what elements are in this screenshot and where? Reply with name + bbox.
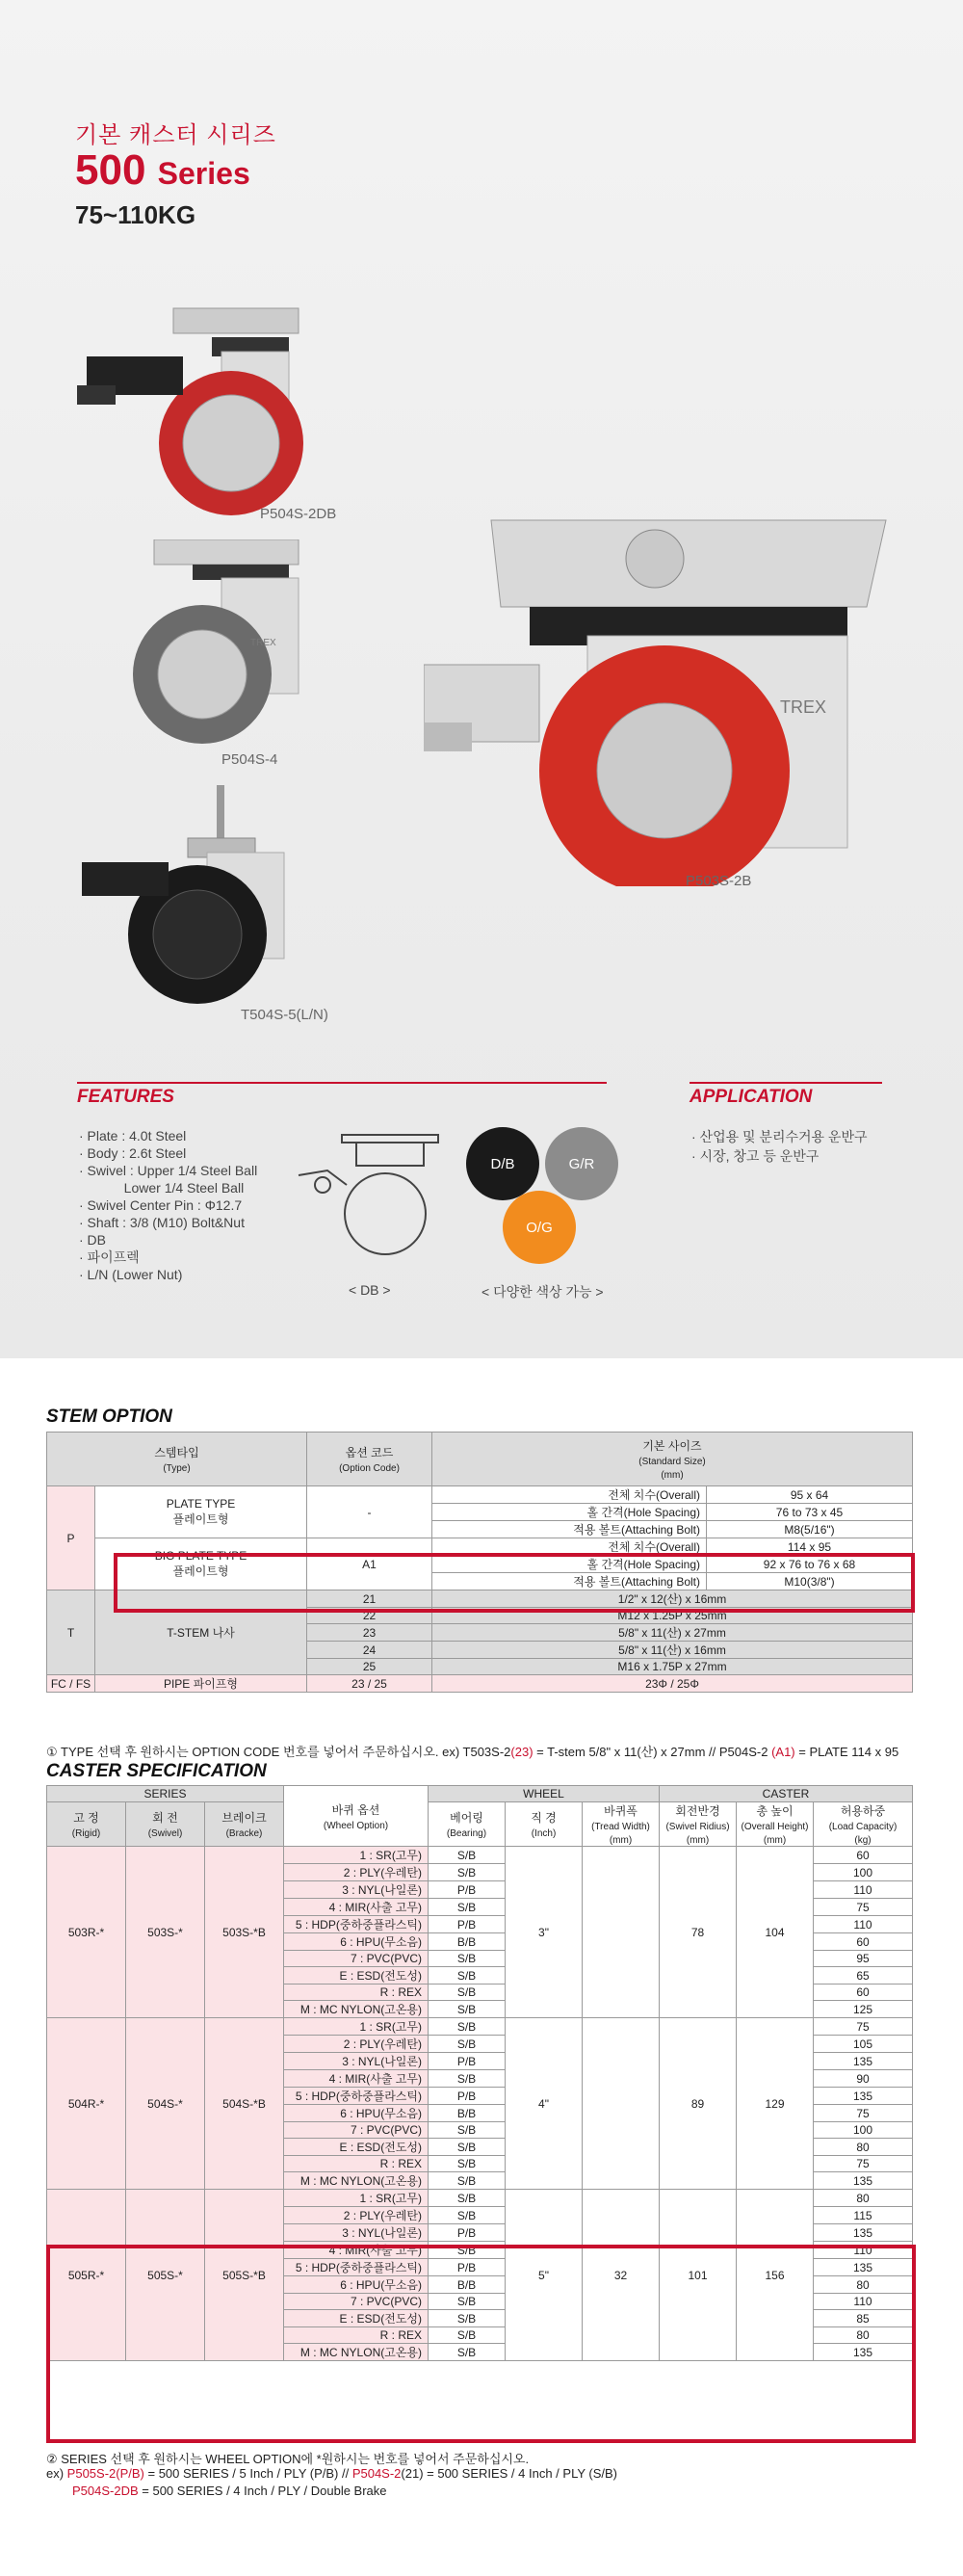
cell-wheel-option: 4 : MIR(사출 고무): [284, 1899, 429, 1916]
cell-bearing: S/B: [429, 1864, 506, 1881]
cell-load: 100: [814, 1864, 913, 1881]
cell-load: 135: [814, 2344, 913, 2361]
type-label: BIG PLATE TYPE: [154, 1549, 247, 1563]
stem-note: [46, 1742, 898, 1760]
cell-wheel-option: E : ESD(전도성): [284, 1967, 429, 1985]
feature-item: · Swivel Center Pin : Φ12.7: [79, 1197, 243, 1213]
application-rule: [690, 1082, 882, 1084]
header-wheel: WHEEL: [429, 1786, 660, 1802]
caster-note: ② SERIES 선택 후 원하시는 WHEEL OPTION에 *원하시는 번호를 넣어서 주문하십시오.: [46, 2452, 530, 2466]
cell-diameter: 3": [506, 1847, 583, 2018]
header-sub: (Tread Width): [591, 1822, 650, 1832]
note-highlight: (23): [510, 1745, 534, 1759]
stem-spec-label: 전체 치수(Overall): [432, 1538, 707, 1556]
series-title: [75, 146, 250, 195]
cell-load: 110: [814, 1881, 913, 1899]
cell-load: 60: [814, 1847, 913, 1864]
header-sub: (Type): [163, 1463, 191, 1474]
header-label: 브레이크: [221, 1811, 267, 1825]
header-label: 회 전: [152, 1811, 178, 1825]
cell-load: 110: [814, 1916, 913, 1933]
cell-tread: [583, 2018, 660, 2190]
stem-code-fc: FC / FS: [47, 1675, 95, 1693]
cell-wheel-option: M : MC NYLON(고온용): [284, 2172, 429, 2190]
header-radius: [660, 1802, 737, 1847]
header-label: 기본 사이즈: [642, 1439, 702, 1453]
cell-wheel-option: M : MC NYLON(고온용): [284, 2344, 429, 2361]
cell-bearing: P/B: [429, 2259, 506, 2276]
cell-load: 80: [814, 2276, 913, 2294]
cell-bearing: S/B: [429, 2172, 506, 2190]
features-title: FEATURES: [77, 1087, 174, 1107]
stem-code-t: T: [47, 1590, 95, 1675]
type-label-kr: 플레이트형: [172, 1512, 229, 1526]
cell-bearing: S/B: [429, 1967, 506, 1985]
feature-item: Lower 1/4 Steel Ball: [79, 1180, 245, 1196]
header-label: 스템타입: [154, 1446, 199, 1459]
stem-plate-type: [95, 1486, 307, 1538]
cell-height: 104: [737, 1847, 814, 2018]
type-label: PLATE TYPE: [166, 1497, 236, 1511]
header-label: 직 경: [531, 1811, 557, 1825]
cell-rigid: 504R-*: [47, 2018, 126, 2190]
cell-load: 75: [814, 2105, 913, 2122]
cell-load: 135: [814, 2088, 913, 2105]
stem-spec-label: 홀 간격(Hole Spacing): [432, 1504, 707, 1521]
cell-rigid: 503R-*: [47, 1847, 126, 2018]
stem-header-code: [307, 1433, 432, 1486]
cell-wheel-option: 1 : SR(고무): [284, 2190, 429, 2207]
cell-bearing: P/B: [429, 1881, 506, 1899]
cell-bearing: B/B: [429, 2276, 506, 2294]
cell-wheel-option: R : REX: [284, 2156, 429, 2172]
cell-wheel-option: 2 : PLY(우레탄): [284, 2036, 429, 2053]
header-height: [737, 1802, 814, 1847]
series-word: Series: [157, 156, 250, 191]
header-rigid: [47, 1802, 126, 1847]
note-text: = T-stem 5/8" x 11(산) x 27mm // P504S-2: [533, 1745, 772, 1759]
header-label: 회전반경: [675, 1804, 720, 1818]
series-subtitle: 기본 캐스터 시리즈: [75, 122, 276, 148]
features-rule: [77, 1082, 607, 1084]
cell-wheel-option: 7 : PVC(PVC): [284, 1951, 429, 1967]
stem-spec-value: 92 x 76 to 76 x 68: [707, 1556, 913, 1573]
cell-load: 110: [814, 2242, 913, 2259]
stem-tstem-option: 21: [307, 1590, 432, 1608]
stem-tstem-option: 23: [307, 1624, 432, 1642]
cell-bearing: S/B: [429, 2190, 506, 2207]
header-sub: (Rigid): [71, 1828, 101, 1839]
feature-item: · L/N (Lower Nut): [79, 1267, 183, 1282]
header-label: 허용하중: [840, 1804, 886, 1818]
cell-load: 80: [814, 2327, 913, 2344]
highlight-big-plate: [114, 1553, 915, 1613]
cell-wheel-option: 5 : HDP(중하중플라스틱): [284, 2088, 429, 2105]
cell-wheel-option: 4 : MIR(사출 고무): [284, 2070, 429, 2088]
caption-t504s-5: T504S-5(L/N): [241, 1007, 328, 1023]
cell-diameter: 4": [506, 2018, 583, 2190]
cell-bearing: S/B: [429, 2139, 506, 2156]
cell-bearing: P/B: [429, 2224, 506, 2242]
color-swatch-gr: G/R: [545, 1127, 618, 1200]
color-label: < 다양한 색상 가능 >: [482, 1284, 604, 1300]
cell-load: 60: [814, 1985, 913, 2001]
header-sub: (Wheel Option): [323, 1820, 389, 1831]
cell-load: 135: [814, 2224, 913, 2242]
cell-bearing: S/B: [429, 2344, 506, 2361]
stem-tstem-option: 24: [307, 1642, 432, 1659]
caster-spec-title: CASTER SPECIFICATION: [46, 1761, 267, 1781]
cell-bearing: S/B: [429, 2207, 506, 2224]
cell-bearing: S/B: [429, 1899, 506, 1916]
cell-diameter: 5": [506, 2190, 583, 2361]
header-brake: [205, 1802, 284, 1847]
load-range: 75~110KG: [75, 200, 196, 229]
caption-p503s-2b: P503S-2B: [686, 873, 752, 889]
cell-swivel: 505S-*: [126, 2190, 205, 2361]
note-highlight: P505S-2(P/B): [66, 2466, 144, 2481]
cell-bearing: B/B: [429, 1933, 506, 1951]
cell-wheel-option: E : ESD(전도성): [284, 2139, 429, 2156]
caster-t504s-5-image: [82, 785, 313, 1007]
feature-item: · Shaft : 3/8 (M10) Bolt&Nut: [79, 1215, 245, 1230]
cell-bearing: S/B: [429, 2294, 506, 2310]
cell-wheel-option: E : ESD(전도성): [284, 2310, 429, 2327]
header-sub: (Swivel Ridius): [665, 1822, 730, 1832]
header-label: 베어링: [450, 1811, 483, 1825]
cell-load: 75: [814, 2156, 913, 2172]
cell-load: 95: [814, 1951, 913, 1967]
caster-p503s-2b-image: [424, 501, 905, 886]
header-sub: (Load Capacity): [828, 1822, 898, 1832]
db-label: < DB >: [349, 1282, 391, 1298]
stem-spec-value: 95 x 64: [707, 1486, 913, 1504]
stem-tstem-size: M12 x 1.25P x 25mm: [432, 1608, 913, 1624]
table-row: [47, 2018, 913, 2036]
header-caster: CASTER: [660, 1786, 913, 1802]
cell-wheel-option: 5 : HDP(중하중플라스틱): [284, 1916, 429, 1933]
cell-load: 60: [814, 1933, 913, 1951]
stem-header-size: [432, 1433, 913, 1486]
caster-example-2: [72, 2484, 387, 2498]
header-label: 바퀴 옵션: [331, 1802, 380, 1817]
stem-big-plate-option: A1: [307, 1538, 432, 1590]
table-row: [47, 1847, 913, 1864]
cell-brake: 504S-*B: [205, 2018, 284, 2190]
cell-wheel-option: M : MC NYLON(고온용): [284, 2001, 429, 2018]
note-text: ex): [46, 2466, 67, 2481]
cell-bearing: S/B: [429, 1951, 506, 1967]
stem-tstem-size: 1/2" x 12(산) x 16mm: [432, 1590, 913, 1608]
header-label: 바퀴폭: [604, 1804, 638, 1818]
cell-radius: 89: [660, 2018, 737, 2190]
cell-bearing: P/B: [429, 2088, 506, 2105]
stem-spec-label: 적용 볼트(Attaching Bolt): [432, 1521, 707, 1538]
stem-spec-value: M10(3/8"): [707, 1573, 913, 1590]
stem-option-title: STEM OPTION: [46, 1406, 172, 1427]
feature-item: · 파이프렉: [79, 1249, 140, 1265]
header-series: SERIES: [47, 1786, 284, 1802]
caster-p504s-2db-image: [77, 299, 308, 520]
cell-bearing: S/B: [429, 2242, 506, 2259]
stem-plate-option: -: [307, 1486, 432, 1538]
cell-tread: 32: [583, 2190, 660, 2361]
stem-spec-value: 76 to 73 x 45: [707, 1504, 913, 1521]
header-label: 총 높이: [756, 1804, 794, 1818]
header-sub: (Standard Size): [638, 1457, 706, 1467]
cell-wheel-option: 3 : NYL(나일론): [284, 2224, 429, 2242]
header-sub: (Option Code): [339, 1463, 400, 1474]
stem-spec-label: 전체 치수(Overall): [432, 1486, 707, 1504]
note-text: ① TYPE 선택 후 원하시는 OPTION CODE 번호를 넣어서 주문하십시오. ex) T503S-2: [46, 1745, 511, 1759]
cell-load: 90: [814, 2070, 913, 2088]
db-diagram: [289, 1127, 443, 1262]
header-sub: (mm): [763, 1835, 787, 1846]
cell-load: 85: [814, 2310, 913, 2327]
note-text: = 500 SERIES / 5 Inch / PLY (P/B) //: [143, 2466, 352, 2481]
cell-wheel-option: R : REX: [284, 1985, 429, 2001]
brand-mark: TREX: [780, 697, 827, 717]
cell-load: 80: [814, 2190, 913, 2207]
note-highlight: P504S-2DB: [72, 2484, 139, 2498]
color-swatch-og: O/G: [503, 1191, 576, 1264]
stem-header-type: [47, 1433, 307, 1486]
header-swivel: [126, 1802, 205, 1847]
application-title: APPLICATION: [690, 1087, 813, 1107]
cell-height: 156: [737, 2190, 814, 2361]
header-label: 고 정: [73, 1811, 99, 1825]
application-item: · 시장, 창고 등 운반구: [691, 1148, 820, 1164]
series-number: 500: [75, 146, 146, 194]
header-sub: (mm): [686, 1835, 710, 1846]
header-sub: (kg): [854, 1835, 872, 1846]
cell-wheel-option: 6 : HPU(무소음): [284, 2276, 429, 2294]
cell-bearing: B/B: [429, 2105, 506, 2122]
cell-wheel-option: 3 : NYL(나일론): [284, 2053, 429, 2070]
cell-load: 100: [814, 2122, 913, 2139]
cell-swivel: 503S-*: [126, 1847, 205, 2018]
header-label: 옵션 코드: [345, 1446, 394, 1459]
cell-wheel-option: 3 : NYL(나일론): [284, 1881, 429, 1899]
stem-tstem-option: 25: [307, 1659, 432, 1675]
header-tread: [583, 1802, 660, 1847]
note-text: (21) = 500 SERIES / 4 Inch / PLY (S/B): [401, 2466, 618, 2481]
cell-wheel-option: 2 : PLY(우레탄): [284, 2207, 429, 2224]
header-sub: (Swivel): [147, 1828, 183, 1839]
stem-pipe-size: 23Φ / 25Φ: [432, 1675, 913, 1693]
cell-bearing: S/B: [429, 1985, 506, 2001]
cell-bearing: S/B: [429, 2156, 506, 2172]
stem-tstem-size: 5/8" x 11(산) x 16mm: [432, 1642, 913, 1659]
cell-load: 75: [814, 1899, 913, 1916]
cell-bearing: S/B: [429, 2310, 506, 2327]
brand-mark: TREX: [250, 638, 276, 648]
features-list: [79, 1127, 257, 1283]
highlight-505-series: [46, 2245, 916, 2443]
cell-load: 75: [814, 2018, 913, 2036]
header-load: [814, 1802, 913, 1847]
cell-bearing: S/B: [429, 1847, 506, 1864]
cell-wheel-option: 4 : MIR(사출 고무): [284, 2242, 429, 2259]
caption-p504s-2db: P504S-2DB: [260, 506, 337, 522]
cell-wheel-option: 5 : HDP(중하중플라스틱): [284, 2259, 429, 2276]
cell-bearing: P/B: [429, 1916, 506, 1933]
cell-bearing: S/B: [429, 2122, 506, 2139]
table-row: [47, 2190, 913, 2207]
cell-wheel-option: R : REX: [284, 2327, 429, 2344]
note-text: = PLATE 114 x 95: [794, 1745, 899, 1759]
cell-bearing: S/B: [429, 2001, 506, 2018]
header-sub: (Bracke): [225, 1828, 263, 1839]
application-list: [691, 1127, 868, 1166]
cell-bearing: S/B: [429, 2070, 506, 2088]
header-sub: (mm): [661, 1470, 684, 1481]
header-sub: (Bearing): [446, 1828, 487, 1839]
header-sub: (Inch): [531, 1828, 557, 1839]
cell-swivel: 504S-*: [126, 2018, 205, 2190]
cell-tread: [583, 1847, 660, 2018]
cell-load: 105: [814, 2036, 913, 2053]
application-item: · 산업용 및 분리수거용 운반구: [691, 1129, 868, 1144]
cell-bearing: S/B: [429, 2018, 506, 2036]
caster-example-1: [46, 2466, 617, 2481]
color-swatch-db: D/B: [466, 1127, 539, 1200]
cell-load: 135: [814, 2053, 913, 2070]
cell-load: 80: [814, 2139, 913, 2156]
cell-radius: 78: [660, 1847, 737, 2018]
cell-radius: 101: [660, 2190, 737, 2361]
stem-pipe-type: PIPE 파이프형: [95, 1675, 307, 1693]
stem-code-p: P: [47, 1486, 95, 1590]
note-text: = 500 SERIES / 4 Inch / PLY / Double Brake: [138, 2484, 387, 2498]
header-sub: (mm): [609, 1835, 633, 1846]
feature-item: · Swivel : Upper 1/4 Steel Ball: [79, 1163, 258, 1178]
cell-wheel-option: 6 : HPU(무소음): [284, 1933, 429, 1951]
feature-item: · Body : 2.6t Steel: [79, 1145, 187, 1161]
cell-wheel-option: 1 : SR(고무): [284, 1847, 429, 1864]
cell-bearing: S/B: [429, 2327, 506, 2344]
stem-tstem-option: 22: [307, 1608, 432, 1624]
stem-spec-value: 114 x 95: [707, 1538, 913, 1556]
cell-load: 110: [814, 2294, 913, 2310]
cell-wheel-option: 7 : PVC(PVC): [284, 2122, 429, 2139]
cell-load: 135: [814, 2259, 913, 2276]
header-bearing: [429, 1802, 506, 1847]
header-sub: (Overall Height): [741, 1822, 809, 1832]
feature-item: · Plate : 4.0t Steel: [79, 1128, 187, 1143]
caster-p504s-4-image: [116, 539, 308, 751]
cell-wheel-option: 6 : HPU(무소음): [284, 2105, 429, 2122]
note-highlight: (A1): [771, 1745, 795, 1759]
cell-load: 125: [814, 2001, 913, 2018]
cell-rigid: 505R-*: [47, 2190, 126, 2361]
header-diameter: [506, 1802, 583, 1847]
stem-spec-label: 적용 볼트(Attaching Bolt): [432, 1573, 707, 1590]
cell-bearing: P/B: [429, 2053, 506, 2070]
cell-wheel-option: 2 : PLY(우레탄): [284, 1864, 429, 1881]
stem-pipe-option: 23 / 25: [307, 1675, 432, 1693]
cell-load: 115: [814, 2207, 913, 2224]
cell-wheel-option: 1 : SR(고무): [284, 2018, 429, 2036]
caption-p504s-4: P504S-4: [221, 751, 278, 768]
stem-spec-value: M8(5/16"): [707, 1521, 913, 1538]
note-highlight: P504S-2: [351, 2466, 402, 2481]
cell-load: 135: [814, 2172, 913, 2190]
stem-tstem-size: 5/8" x 11(산) x 27mm: [432, 1624, 913, 1642]
stem-tstem-type: T-STEM 나사: [95, 1590, 307, 1675]
cell-brake: 505S-*B: [205, 2190, 284, 2361]
cell-wheel-option: 7 : PVC(PVC): [284, 2294, 429, 2310]
cell-bearing: S/B: [429, 2036, 506, 2053]
stem-spec-label: 홀 간격(Hole Spacing): [432, 1556, 707, 1573]
cell-height: 129: [737, 2018, 814, 2190]
feature-item: · DB: [79, 1232, 106, 1248]
cell-brake: 503S-*B: [205, 1847, 284, 2018]
stem-tstem-size: M16 x 1.75P x 27mm: [432, 1659, 913, 1675]
type-label-kr: 플레이트형: [172, 1564, 229, 1578]
cell-load: 65: [814, 1967, 913, 1985]
header-wheel-option: [284, 1786, 429, 1847]
